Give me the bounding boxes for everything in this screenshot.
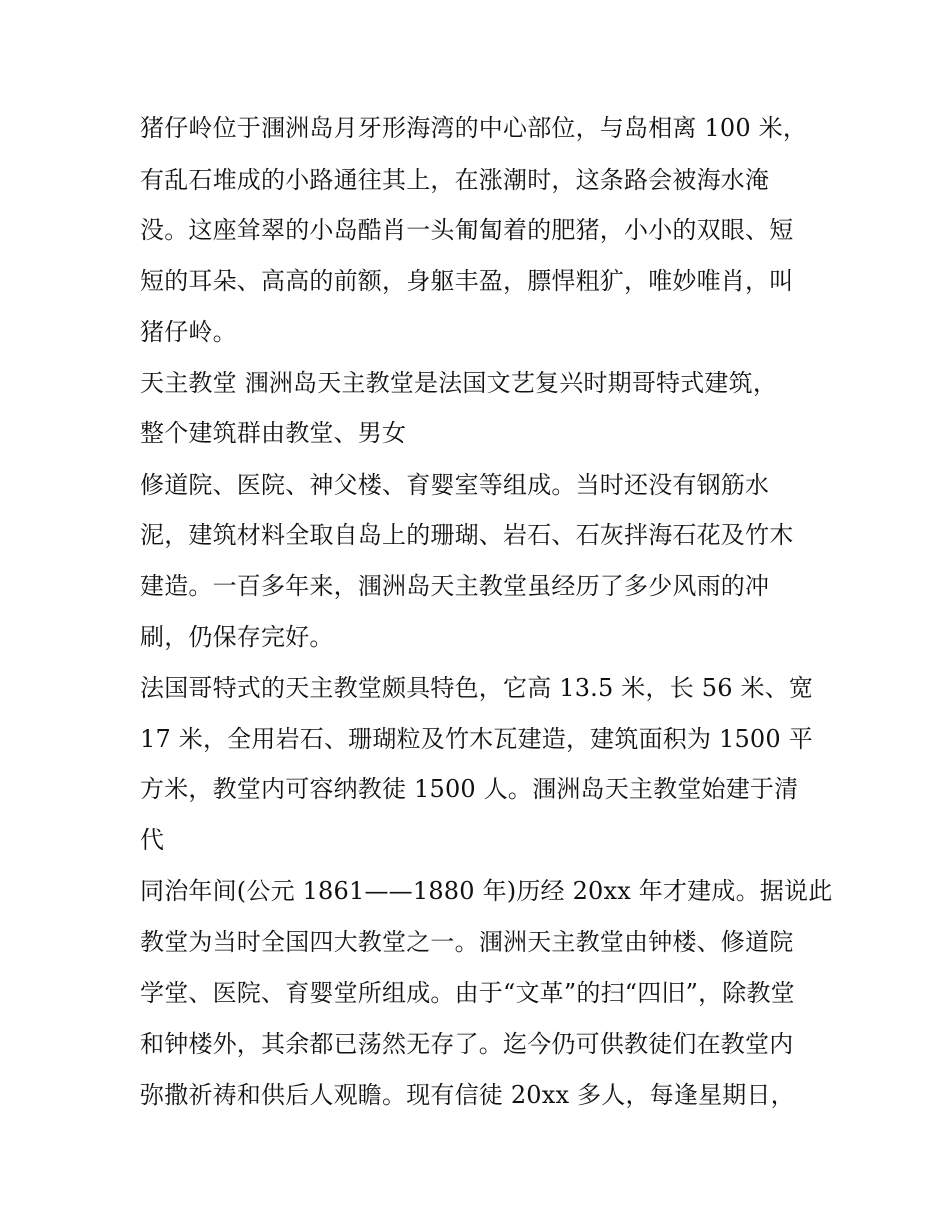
text-line: 建造。一百多年来，涠洲岛天主教堂虽经历了多少风雨的冲: [140, 572, 770, 600]
text-line: 整个建筑群由教堂、男女: [140, 419, 407, 447]
text-line: 弥撒祈祷和供后人观瞻。现有信徒 20xx 多人，每逢星期日，: [140, 1081, 795, 1109]
text-line: 短的耳朵、高高的前额，身躯丰盈，膘悍粗犷，唯妙唯肖，叫: [140, 267, 794, 295]
text-line: 修道院、医院、神父楼、育婴室等组成。当时还没有钢筋水: [140, 471, 770, 499]
text-line: 法国哥特式的天主教堂颇具特色，它高 13.5 米，长 56 米、宽: [140, 674, 814, 702]
text-line: 没。这座耸翠的小岛酷肖一头匍匐着的肥猪，小小的双眼、短: [140, 216, 794, 244]
text-line: 有乱石堆成的小路通往其上，在涨潮时，这条路会被海水淹: [140, 166, 770, 194]
text-line: 17 米，全用岩石、珊瑚粒及竹木瓦建造，建筑面积为 1500 平: [140, 725, 813, 753]
text-line: 猪仔岭。: [140, 318, 237, 346]
text-line: 天主教堂 涠洲岛天主教堂是法国文艺复兴时期哥特式建筑，: [140, 369, 778, 397]
text-line: 泥，建筑材料全取自岛上的珊瑚、岩石、石灰拌海石花及竹木: [140, 521, 794, 549]
text-line: 教堂为当时全国四大教堂之一。涠洲天主教堂由钟楼、修道院: [140, 928, 794, 956]
text-line: 代: [140, 826, 165, 854]
text-line: 同治年间(公元 1861——1880 年)历经 20xx 年才建成。据说此: [140, 877, 833, 905]
text-line: 方米，教堂内可容纳教徒 1500 人。涠洲岛天主教堂始建于清: [140, 775, 799, 803]
text-line: 猪仔岭位于涠洲岛月牙形海湾的中心部位，与岛相离 100 米，: [140, 114, 808, 142]
text-line: 学堂、医院、育婴堂所组成。由于“文革”的扫“四旧”，除教堂: [140, 979, 795, 1007]
text-line: 刷，仍保存完好。: [140, 623, 334, 651]
text-line: 和钟楼外，其余都已荡然无存了。迄今仍可供教徒们在教堂内: [140, 1030, 794, 1058]
